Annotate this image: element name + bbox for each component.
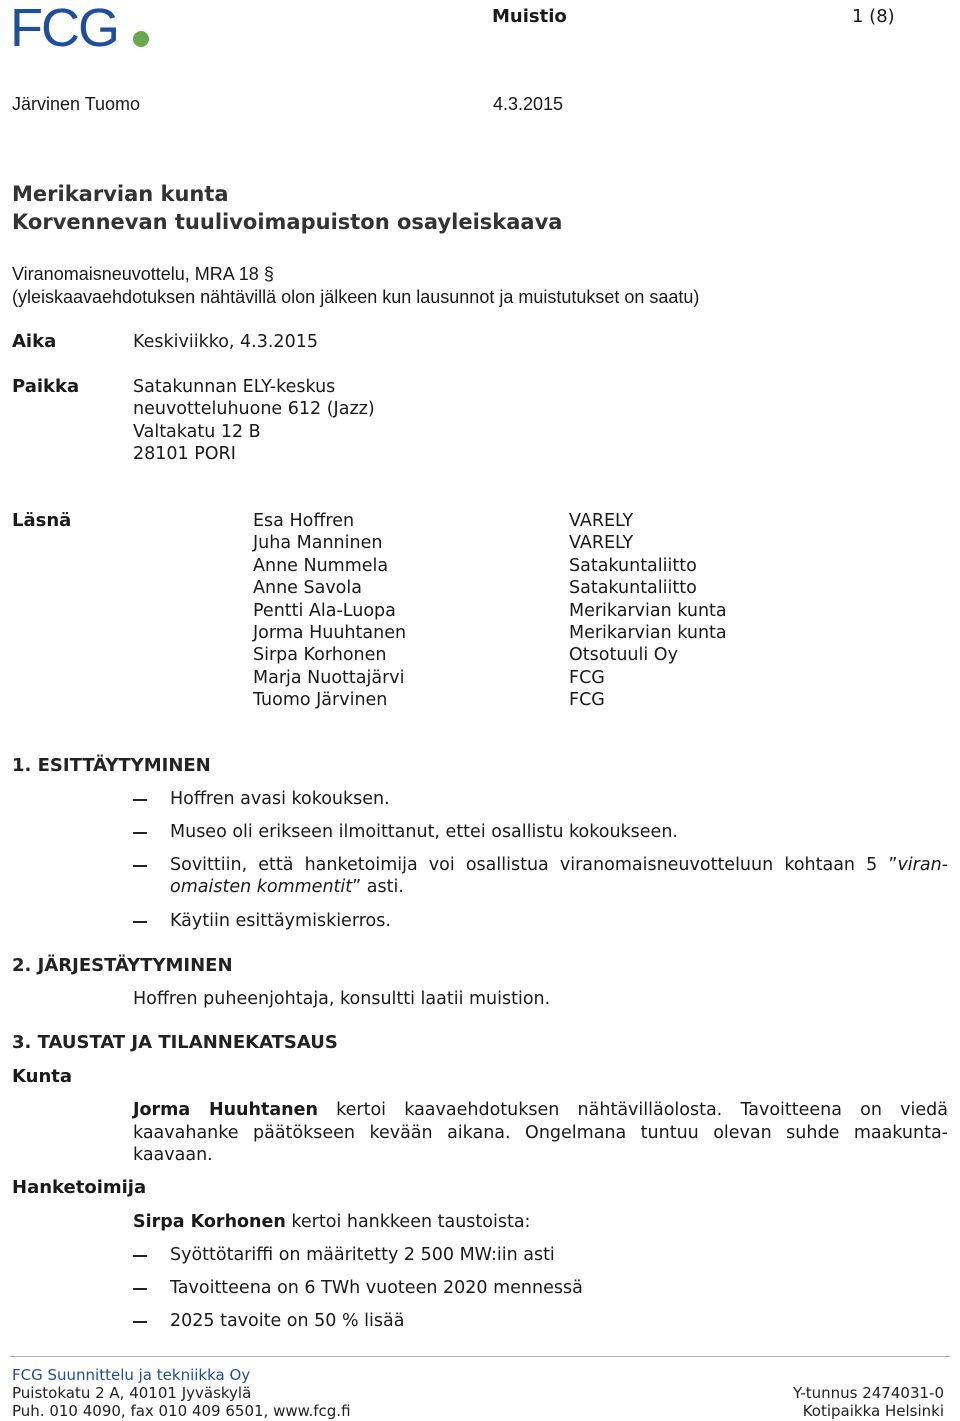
attendee-org: Merikarvian kunta: [569, 623, 727, 644]
dash-icon: [133, 799, 147, 801]
footer-phone: Puh. 010 4090, fax 010 409 6501, www.fcg.fi: [12, 1402, 351, 1420]
paikka-line: Valtakatu 12 B: [133, 421, 261, 442]
kunta-label: Kunta: [12, 1066, 73, 1087]
attendee-org: FCG: [569, 667, 605, 688]
section-3-heading: 3. TAUSTAT JA TILANNEKATSAUS: [12, 1032, 338, 1053]
subtitle-line-1: Viranomaisneuvottelu, MRA 18 §: [12, 264, 274, 284]
attendee-name: Marja Nuottajärvi: [253, 667, 405, 688]
hanketoimija-label: Hanketoimija: [12, 1177, 147, 1198]
title-line-1: Merikarvian kunta: [12, 182, 229, 206]
footer-ytunnus: Y-tunnus 2474031-0: [792, 1384, 944, 1402]
document-date: 4.3.2015: [493, 94, 564, 114]
fcg-logo: [10, 2, 150, 52]
paikka-label: Paikka: [12, 376, 80, 397]
fcg-logo-dot: [133, 31, 149, 47]
kunta-paragraph: Jorma Huuhtanen kertoi kaavaehdotuksen nähtävilläolosta. Tavoitteena on viedä kaavahanke päätökseen kevään aikana. Ongelmana tuntuu olevan suhde maakunta-kaavaan.: [133, 1100, 948, 1166]
paikka-line: Satakunnan ELY-keskus: [133, 377, 336, 397]
section-sign-icon: §: [263, 264, 274, 284]
title-line-2: Korvennevan tuulivoimapuiston osayleiskaava: [12, 210, 563, 234]
fcg-logo-text: FCG: [10, 2, 118, 52]
page-number: 1 (8): [852, 6, 895, 27]
attendee-org: Merikarvian kunta: [569, 600, 727, 621]
section-1-heading: 1. ESITTÄYTYMINEN: [12, 755, 211, 776]
section-2-text: Hoffren puheenjohtaja, konsultti laatii muistion.: [133, 989, 551, 1009]
kunta-person: Jorma Huuhtanen: [133, 1100, 318, 1120]
attendee-name: Pentti Ala-Luopa: [253, 600, 396, 621]
attendee-org: Otsotuuli Oy: [569, 645, 678, 666]
aika-label: Aika: [12, 331, 57, 352]
attendee-name: Tuomo Järvinen: [253, 690, 388, 711]
attendee-name: Anne Savola: [253, 578, 362, 599]
dash-icon: [133, 832, 147, 834]
attendee-org: VARELY: [569, 511, 634, 531]
author: Järvinen Tuomo: [12, 94, 141, 114]
dash-icon: [133, 1255, 147, 1257]
dash-icon: [133, 1321, 147, 1323]
lasna-label: Läsnä: [12, 510, 72, 531]
footer-company: FCG Suunnittelu ja tekniikka Oy: [12, 1366, 251, 1384]
hanke-person: Sirpa Korhonen: [133, 1212, 286, 1232]
section-2-heading: 2. JÄRJESTÄYTYMINEN: [12, 955, 233, 976]
attendee-name: Sirpa Korhonen: [253, 645, 387, 666]
dash-icon: [133, 865, 147, 867]
attendee-org: FCG: [569, 690, 605, 711]
attendee-name: Anne Nummela: [253, 555, 389, 576]
attendee-names: [253, 510, 406, 712]
paikka-line: neuvotteluhuone 612 (Jazz): [133, 399, 375, 420]
document-type: Muistio: [492, 6, 567, 27]
attendee-name: Esa Hoffren: [253, 511, 355, 531]
footer-kotipaikka: Kotipaikka Helsinki: [802, 1402, 944, 1420]
paikka-line: 28101 PORI: [133, 444, 236, 465]
dash-icon: [133, 921, 147, 923]
paikka-address: [133, 376, 375, 466]
aika-value: Keskiviikko, 4.3.2015: [133, 332, 318, 352]
attendee-orgs: [569, 510, 727, 712]
footer-divider: [10, 1356, 950, 1357]
dash-icon: [133, 1288, 147, 1290]
attendee-name: Juha Manninen: [253, 533, 383, 554]
attendee-name: Jorma Huuhtanen: [253, 623, 407, 644]
hanketoimija-paragraph: Sirpa Korhonen kertoi hankkeen taustoista:: [133, 1212, 531, 1232]
subtitle-line-2: (yleiskaavaehdotuksen nähtävillä olon jälkeen kun lausunnot ja muistutukset on saatu): [12, 287, 700, 307]
attendee-org: Satakuntaliitto: [569, 578, 697, 599]
attendee-org: VARELY: [569, 533, 634, 554]
footer-address: Puistokatu 2 A, 40101 Jyväskylä: [12, 1384, 252, 1402]
attendee-org: Satakuntaliitto: [569, 555, 697, 576]
